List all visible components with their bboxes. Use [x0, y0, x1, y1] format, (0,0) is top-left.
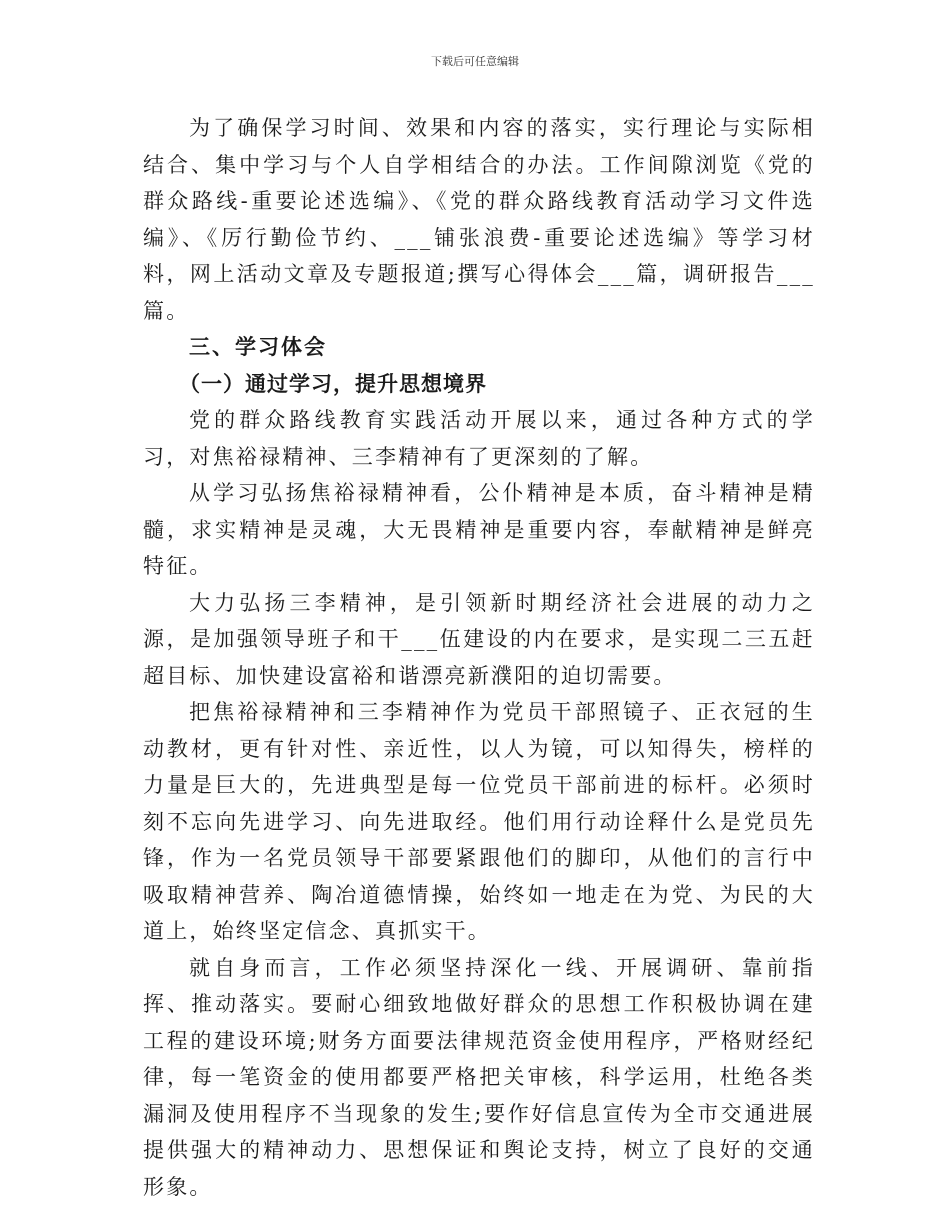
paragraph-role-models: 把焦裕禄精神和三李精神作为党员干部照镜子、正衣冠的生动教材，更有针对性、亲近性，以人为镜，可以知得失，榜样的力量是巨大的，先进典型是每一位党员干部前进的标杆。必须时刻不忘向先进学习、向先进取经。他们用行动诠释什么是党员先锋，作为一名党员领导干部要紧跟他们的脚印，从他们的言行中吸取精神营养、陶冶道德情操，始终如一地走在为党、为民的大道上，始终坚定信念、真抓实干。 [143, 700, 815, 943]
subsection-heading: （一）通过学习，提升思想境界 [179, 371, 487, 396]
document-body [143, 110, 815, 1205]
header-note: 下载后可任意编辑 [431, 55, 519, 68]
paragraph-understanding: 党的群众路线教育实践活动开展以来，通过各种方式的学习，对焦裕禄精神、三李精神有了更深刻的了解。 [143, 408, 815, 469]
paragraph-jiao-yulu-spirit: 从学习弘扬焦裕禄精神看，公仆精神是本质，奋斗精神是精髓，求实精神是灵魂，大无畏精神是重要内容，奉献精神是鲜亮特征。 [143, 481, 815, 578]
paragraph-study-methods: 为了确保学习时间、效果和内容的落实，实行理论与实际相结合、集中学习与个人自学相结合的办法。工作间隙浏览《党的群众路线-重要论述选编》、《党的群众路线教育活动学习文件选编》、《厉行勤俭节约、___铺张浪费-重要论述选编》等学习材料，网上活动文章及专题报道;撰写心得体会___篇，调研报告___篇。 [143, 116, 815, 323]
paragraph-three-li-spirit: 大力弘扬三李精神，是引领新时期经济社会进展的动力之源，是加强领导班子和干___伍建设的内在要求，是实现二三五赶超目标、加快建设富裕和谐漂亮新濮阳的迫切需要。 [143, 590, 815, 688]
section-heading: 三、学习体会 [189, 335, 327, 359]
paragraph-self-work: 就自身而言，工作必须坚持深化一线、开展调研、靠前指挥、推动落实。要耐心细致地做好群众的思想工作积极协调在建工程的建设环境;财务方面要法律规范资金使用程序，严格财经纪律，每一笔资金的使用都要严格把关审核，科学运用，杜绝各类漏洞及使用程序不当现象的发生;要作好信息宣传为全市交通进展提供强大的精神动力、思想保证和舆论支持，树立了良好的交通形象。 [143, 955, 815, 1199]
